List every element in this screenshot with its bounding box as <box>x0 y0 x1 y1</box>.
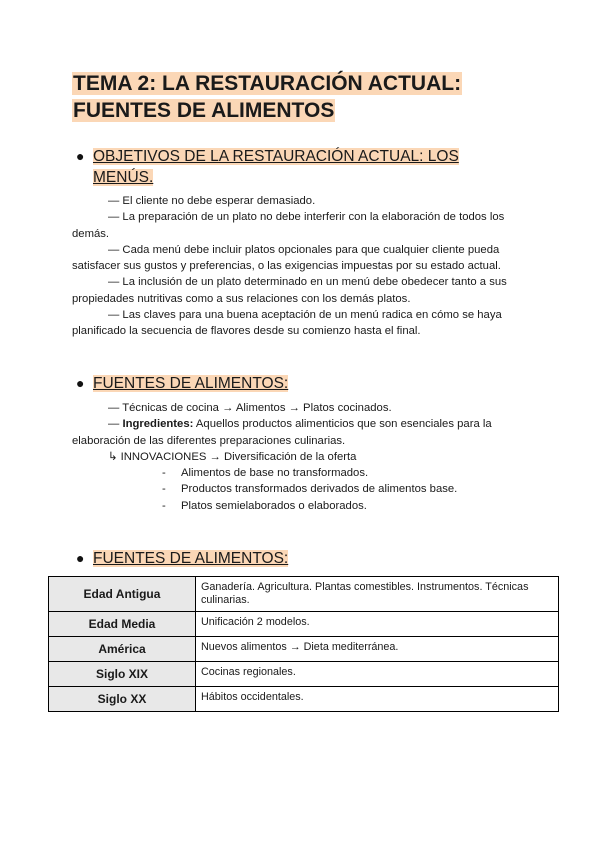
heading-label: FUENTES DE ALIMENTOS: <box>93 550 289 567</box>
era-cell: Edad Antigua <box>49 577 196 612</box>
ingredients-label: Ingredientes: <box>122 418 194 431</box>
innovations-line: ↳ INNOVACIONES → Diversificación de la oferta <box>108 450 357 463</box>
list-item: — Cada menú debe incluir platos opcionales para que cualquier cliente pueda satisfacer sus gustos y preferencias, o las exigencias impuestas por su estado actual. <box>72 243 501 273</box>
heading-label: FUENTES DE ALIMENTOS: <box>93 375 289 392</box>
section-heading-objetivos <box>76 146 459 188</box>
bullet-icon: ● <box>76 550 85 566</box>
history-table <box>48 576 559 712</box>
desc-cell: Ganadería. Agricultura. Plantas comestibles. Instrumentos. Técnicas culinarias. <box>196 577 559 612</box>
bullet-icon: ● <box>76 375 85 391</box>
sub-item-text: Productos transformados derivados de alimentos base. <box>181 483 458 496</box>
era-cell: Edad Media <box>49 612 196 637</box>
desc-cell: Hábitos occidentales. <box>196 687 559 712</box>
section-heading-text <box>93 146 459 188</box>
table-row <box>49 687 559 712</box>
title-line-2: FUENTES DE ALIMENTOS <box>73 99 335 122</box>
era-cell: Siglo XIX <box>49 662 196 687</box>
sub-item-text: Platos semielaborados o elaborados. <box>181 499 367 512</box>
sub-list-item <box>162 498 522 514</box>
ingredients-text: Aquellos productos alimenticios que son esenciales para la elaboración de las diferentes preparaciones culinarias. <box>72 418 492 447</box>
sub-list-item <box>162 481 522 497</box>
desc-cell: Nuevos alimentos → Dieta mediterránea. <box>196 637 559 662</box>
list-item: — La inclusión de un plato determinado en un menú debe obedecer tanto a sus propiedades nutritivas como a sus relaciones con los demás platos. <box>72 276 507 305</box>
section-heading-text <box>93 548 288 569</box>
section-heading-fuentes-table <box>76 548 288 569</box>
heading-line-2: MENÚS. <box>93 169 154 186</box>
dash-marker: - <box>162 483 166 496</box>
list-item: — La preparación de un plato no debe interferir con la elaboración de todos los demás. <box>72 211 505 240</box>
list-item: — Las claves para una buena aceptación de un menú radica en cómo se haya planificado la secuencia de flavores desde su comienzo hasta el final. <box>72 309 502 338</box>
table-row <box>49 612 559 637</box>
era-cell: Siglo XX <box>49 687 196 712</box>
sub-item-text: Alimentos de base no transformados. <box>181 467 369 480</box>
era-cell: América <box>49 637 196 662</box>
table-row <box>49 577 559 612</box>
title-line-1: TEMA 2: LA RESTAURACIÓN ACTUAL: <box>73 72 462 95</box>
objectives-list <box>72 193 522 340</box>
sub-list-item <box>162 465 522 481</box>
dash-marker: - <box>162 499 166 512</box>
list-item: — El cliente no debe esperar demasiado. <box>108 195 316 207</box>
dash-prefix: — <box>108 418 123 431</box>
list-item: — Técnicas de cocina → Alimentos → Platos cocinados. <box>108 402 392 414</box>
heading-line-1: OBJETIVOS DE LA RESTAURACIÓN ACTUAL: LOS <box>93 148 459 165</box>
sub-list <box>72 465 522 514</box>
table-row <box>49 637 559 662</box>
fuentes-content <box>72 400 522 514</box>
bullet-icon: ● <box>76 148 85 164</box>
table-row <box>49 662 559 687</box>
page-title <box>72 70 532 124</box>
section-heading-text <box>93 373 288 394</box>
list-item-ingredientes <box>72 416 522 449</box>
section-heading-fuentes <box>76 373 288 394</box>
desc-cell: Cocinas regionales. <box>196 662 559 687</box>
dash-marker: - <box>162 467 166 480</box>
desc-cell: Unificación 2 modelos. <box>196 612 559 637</box>
